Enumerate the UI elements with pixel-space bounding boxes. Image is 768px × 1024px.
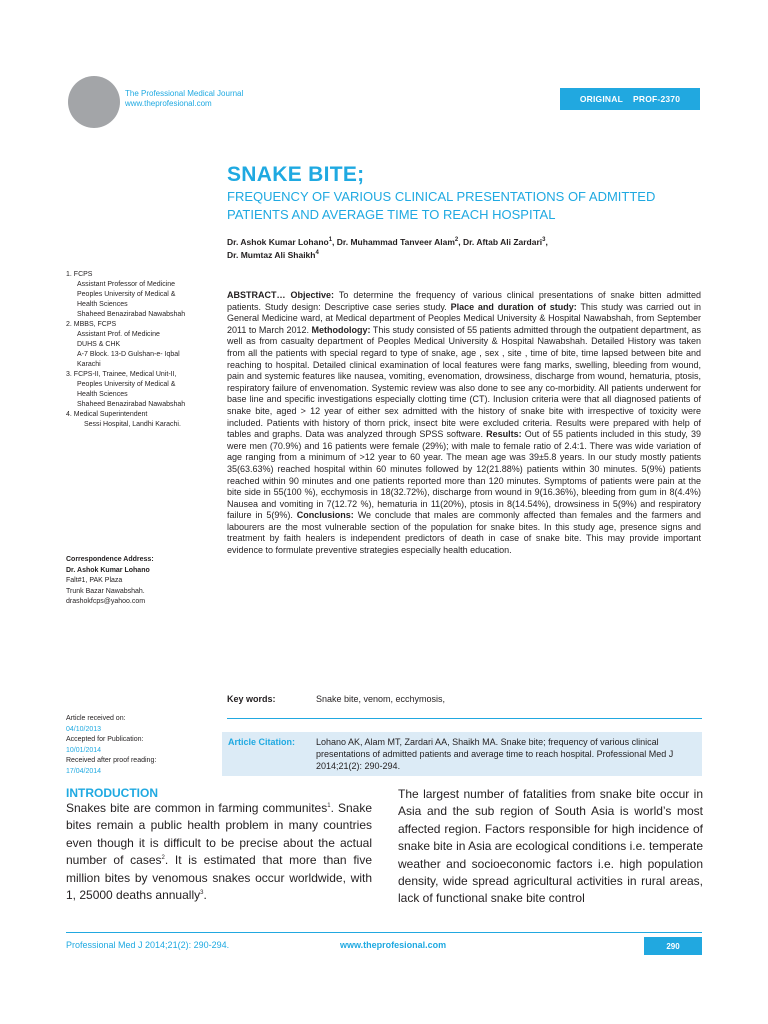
- affiliation-line: Assistant Professor of Medicine: [77, 281, 176, 288]
- reference-mark: 3: [200, 890, 204, 897]
- abstract-conclusions: We conclude that males are commonly affected than females and the farmers and labourers are the most vulnerable section of the population for snake bites. In this study age, presence signs and treatment by faith healers is independent predictors of death in case of snake bite. This may provide important evidence to formulate preventive strategies especially health education.: [227, 510, 702, 556]
- intro-text: .: [203, 888, 207, 903]
- affiliation-line: Peoples University of Medical &: [77, 381, 176, 388]
- affiliation-line: A-7 Block. 13-D Gulshan-e- Iqbal: [77, 351, 180, 358]
- abstract-results: Out of 55 patients included in this study, 39 were men (70.9%) and 16 patients were female (29%); with male to female ratio of 2.4:1. There was wide variation of age ranging from a minimum of >12 year to 60 year. The mean age was 39±5.8 years. In our study mostly patients 35(63.63%) reached hospital within 60 minutes followed by 12(21.88%) patients within 30 minutes. 5(9%) patients reached within 90 minutes and one patients reported more than 120 minutes. Symptoms of patients were pain at the bite side in 55(100 %), ecchymosis in 18(32.72%), discharge from wound in 9(16.36%), bleeding from gum in 8(4.4%) Nausea and vomiting in 7(12.72 %), hematuria in 11(20%), ptosis in 8(14.54%), drowsiness in 5(9%) and respiratory failure in 5(9%).: [227, 429, 701, 521]
- abstract: [227, 290, 701, 557]
- correspondence-name: Dr. Ashok Kumar Lohano: [66, 566, 150, 574]
- abstract-place-label: Place and duration of study:: [450, 301, 577, 312]
- affiliation-line: Sessi Hospital, Landhi Karachi.: [84, 421, 181, 428]
- abstract-results-label: Results:: [486, 429, 522, 440]
- citation-text: Lohano AK, Alam MT, Zardari AA, Shaikh MA. Snake bite; frequency of various clinical presentations of admitted patients and average time to reach hospital. Professional Med J 2014;21(2): 290-294.: [316, 737, 674, 771]
- correspondence-block: [66, 555, 216, 608]
- journal-url[interactable]: www.theprofesional.com: [125, 99, 212, 108]
- author-mark: 2: [454, 237, 459, 244]
- affiliation-line: Peoples University of Medical &: [77, 291, 176, 298]
- article-type-badge: [560, 88, 700, 110]
- author-mark: 4: [315, 250, 319, 257]
- abstract-methodology: This study consisted of 55 patients admitted through the outpatient department, as well as from casualty department of Peoples Medical University & Hospital Nawabshah. Detailed History was taken from all the patients with special regard to type of snake, age , sex , site , time of bite, time lapsed between bite and reaching to hospital. Detailed clinical examination of local features were fang marks, swelling, bleeding from wound, pain and systemic features like nausea, vomiting, evenomation, drowsiness, discharge from wound, hematuria, ptosis, respiratory failure of envenomation. Systemic review was also done to see any co-morbidity. All patients underwent for base line and specific investigations especially clotting time (CT). Inclusion criteria were that all diagnosed patients of snake bite, aged > 12 year of either sex admitted with the history of snake bite with irrespective of toxicity were included. Patients with history of thorn prick, insect bite were excluded criteria. Results were prepared with help of tables and graphs. Data was analyzed through SPSS software.: [227, 324, 701, 440]
- accepted-label: Accepted for Publication:: [66, 736, 144, 743]
- author-name: Dr. Ashok Kumar Lohano: [227, 237, 329, 247]
- correspondence-heading: Correspondence Address:: [66, 556, 154, 563]
- page-number: 290: [644, 937, 702, 955]
- badge-code: PROF-2370: [633, 94, 681, 104]
- keywords-divider: [227, 718, 702, 719]
- intro-text: . Snake bites remain a public health problem in many countries even though it is difficult to be precise about the actual number of cases: [66, 801, 372, 868]
- affiliation-item: 4. Medical Superintendent: [66, 411, 148, 418]
- footer-citation: Professional Med J 2014;21(2): 290-294.: [66, 940, 230, 950]
- intro-right-column: The largest number of fatalities from snake bite occur in Asia and the sub region of South Asia is world’s most affected region. Factors responsible for high incidence of snake bite in Asia are ecological conditions i.e. temperate weather and socioeconomic factors i.e. high population density, wide spread agricultural activities in rural areas, lack of functional snake bite control: [398, 787, 703, 906]
- abstract-methodology-label: Methodology:: [311, 324, 371, 335]
- abstract-place: This study was carried out in General Medicine ward, at Medical department of Peoples Medical University & Hospital Nawabshah, from September 2011 to March 2012.: [227, 301, 702, 335]
- affiliation-item: 2. MBBS, FCPS: [66, 321, 117, 328]
- footer-url[interactable]: www.theprofesional.com: [340, 940, 447, 950]
- affiliation-line: Shaheed Benazirabad Nawabshah: [77, 401, 186, 408]
- article-dates: [66, 714, 216, 777]
- received-date: 04/10/2013: [66, 725, 102, 733]
- correspondence-line: Trunk Bazar Nawabshah.: [66, 587, 145, 595]
- affiliation-line: DUHS & CHK: [77, 341, 121, 348]
- abstract-objective: To determine the frequency of various clinical presentations of snake bitten admitted patients. Study design: Descriptive case series study.: [227, 290, 701, 312]
- keywords-value: Snake bite, venom, ecchymosis,: [316, 694, 446, 704]
- article-title: SNAKE BITE;: [227, 163, 365, 186]
- footer-divider: [66, 932, 702, 933]
- affiliation-line: Health Sciences: [77, 301, 128, 308]
- author-name: Dr. Aftab Ali Zardari: [462, 237, 543, 247]
- citation-label: Article Citation:: [228, 737, 296, 747]
- affiliation-line: Shaheed Benazirabad Nawabshah: [77, 311, 186, 318]
- badge-type: ORIGINAL: [579, 94, 623, 104]
- author-name: Dr. Muhammad Tanveer Alam: [336, 237, 455, 247]
- abstract-conclusions-label: Conclusions:: [296, 510, 354, 521]
- intro-left-column: [66, 800, 372, 904]
- journal-name: The Professional Medical Journal: [125, 89, 244, 98]
- correspondence-line: Falt#1, PAK Plaza: [66, 577, 123, 584]
- citation-box: [222, 732, 702, 776]
- keywords-label: Key words:: [227, 694, 276, 704]
- correspondence-email[interactable]: drashokfcps@yahoo.com: [66, 598, 146, 605]
- affiliation-item: 3. FCPS-II, Trainee, Medical Unit-II,: [66, 371, 177, 378]
- affiliations: [66, 270, 216, 430]
- proof-label: Received after proof reading:: [66, 757, 157, 764]
- intro-text: . It is estimated that more than five million bites by venomous snakes occur worldwide, with 1, 25000 deaths annually: [66, 853, 372, 903]
- received-label: Article received on:: [66, 715, 126, 722]
- affiliation-item: 1. FCPS: [66, 271, 93, 278]
- author-mark: 1: [328, 237, 333, 244]
- affiliation-line: Assistant Prof. of Medicine: [77, 331, 160, 338]
- affiliation-line: Karachi: [77, 361, 101, 368]
- proof-date: 17/04/2014: [66, 767, 102, 775]
- intro-heading: INTRODUCTION: [66, 786, 158, 800]
- article-subtitle: FREQUENCY OF VARIOUS CLINICAL PRESENTATIONS OF ADMITTED PATIENTS AND AVERAGE TIME TO REACH HOSPITAL: [227, 189, 656, 222]
- affiliation-line: Health Sciences: [77, 391, 128, 398]
- reference-mark: 2: [161, 855, 165, 862]
- author-list: Dr. Ashok Kumar Lohano$^1$, Dr. Muhammad Tanveer Alam$^2$, Dr. Aftab Ali Zardari$^3$, Dr. Mumtaz Ali Shaikh$^4$: [227, 237, 548, 260]
- reference-mark: 1: [327, 803, 331, 809]
- intro-text: Snakes bite are common in farming communites: [66, 801, 328, 815]
- author-mark: 3: [542, 237, 546, 244]
- journal-logo: [68, 76, 120, 128]
- abstract-heading: ABSTRACT… Objective:: [227, 290, 335, 300]
- accepted-date: 10/01/2014: [66, 746, 102, 754]
- author-name: Dr. Mumtaz Ali Shaikh: [227, 250, 316, 260]
